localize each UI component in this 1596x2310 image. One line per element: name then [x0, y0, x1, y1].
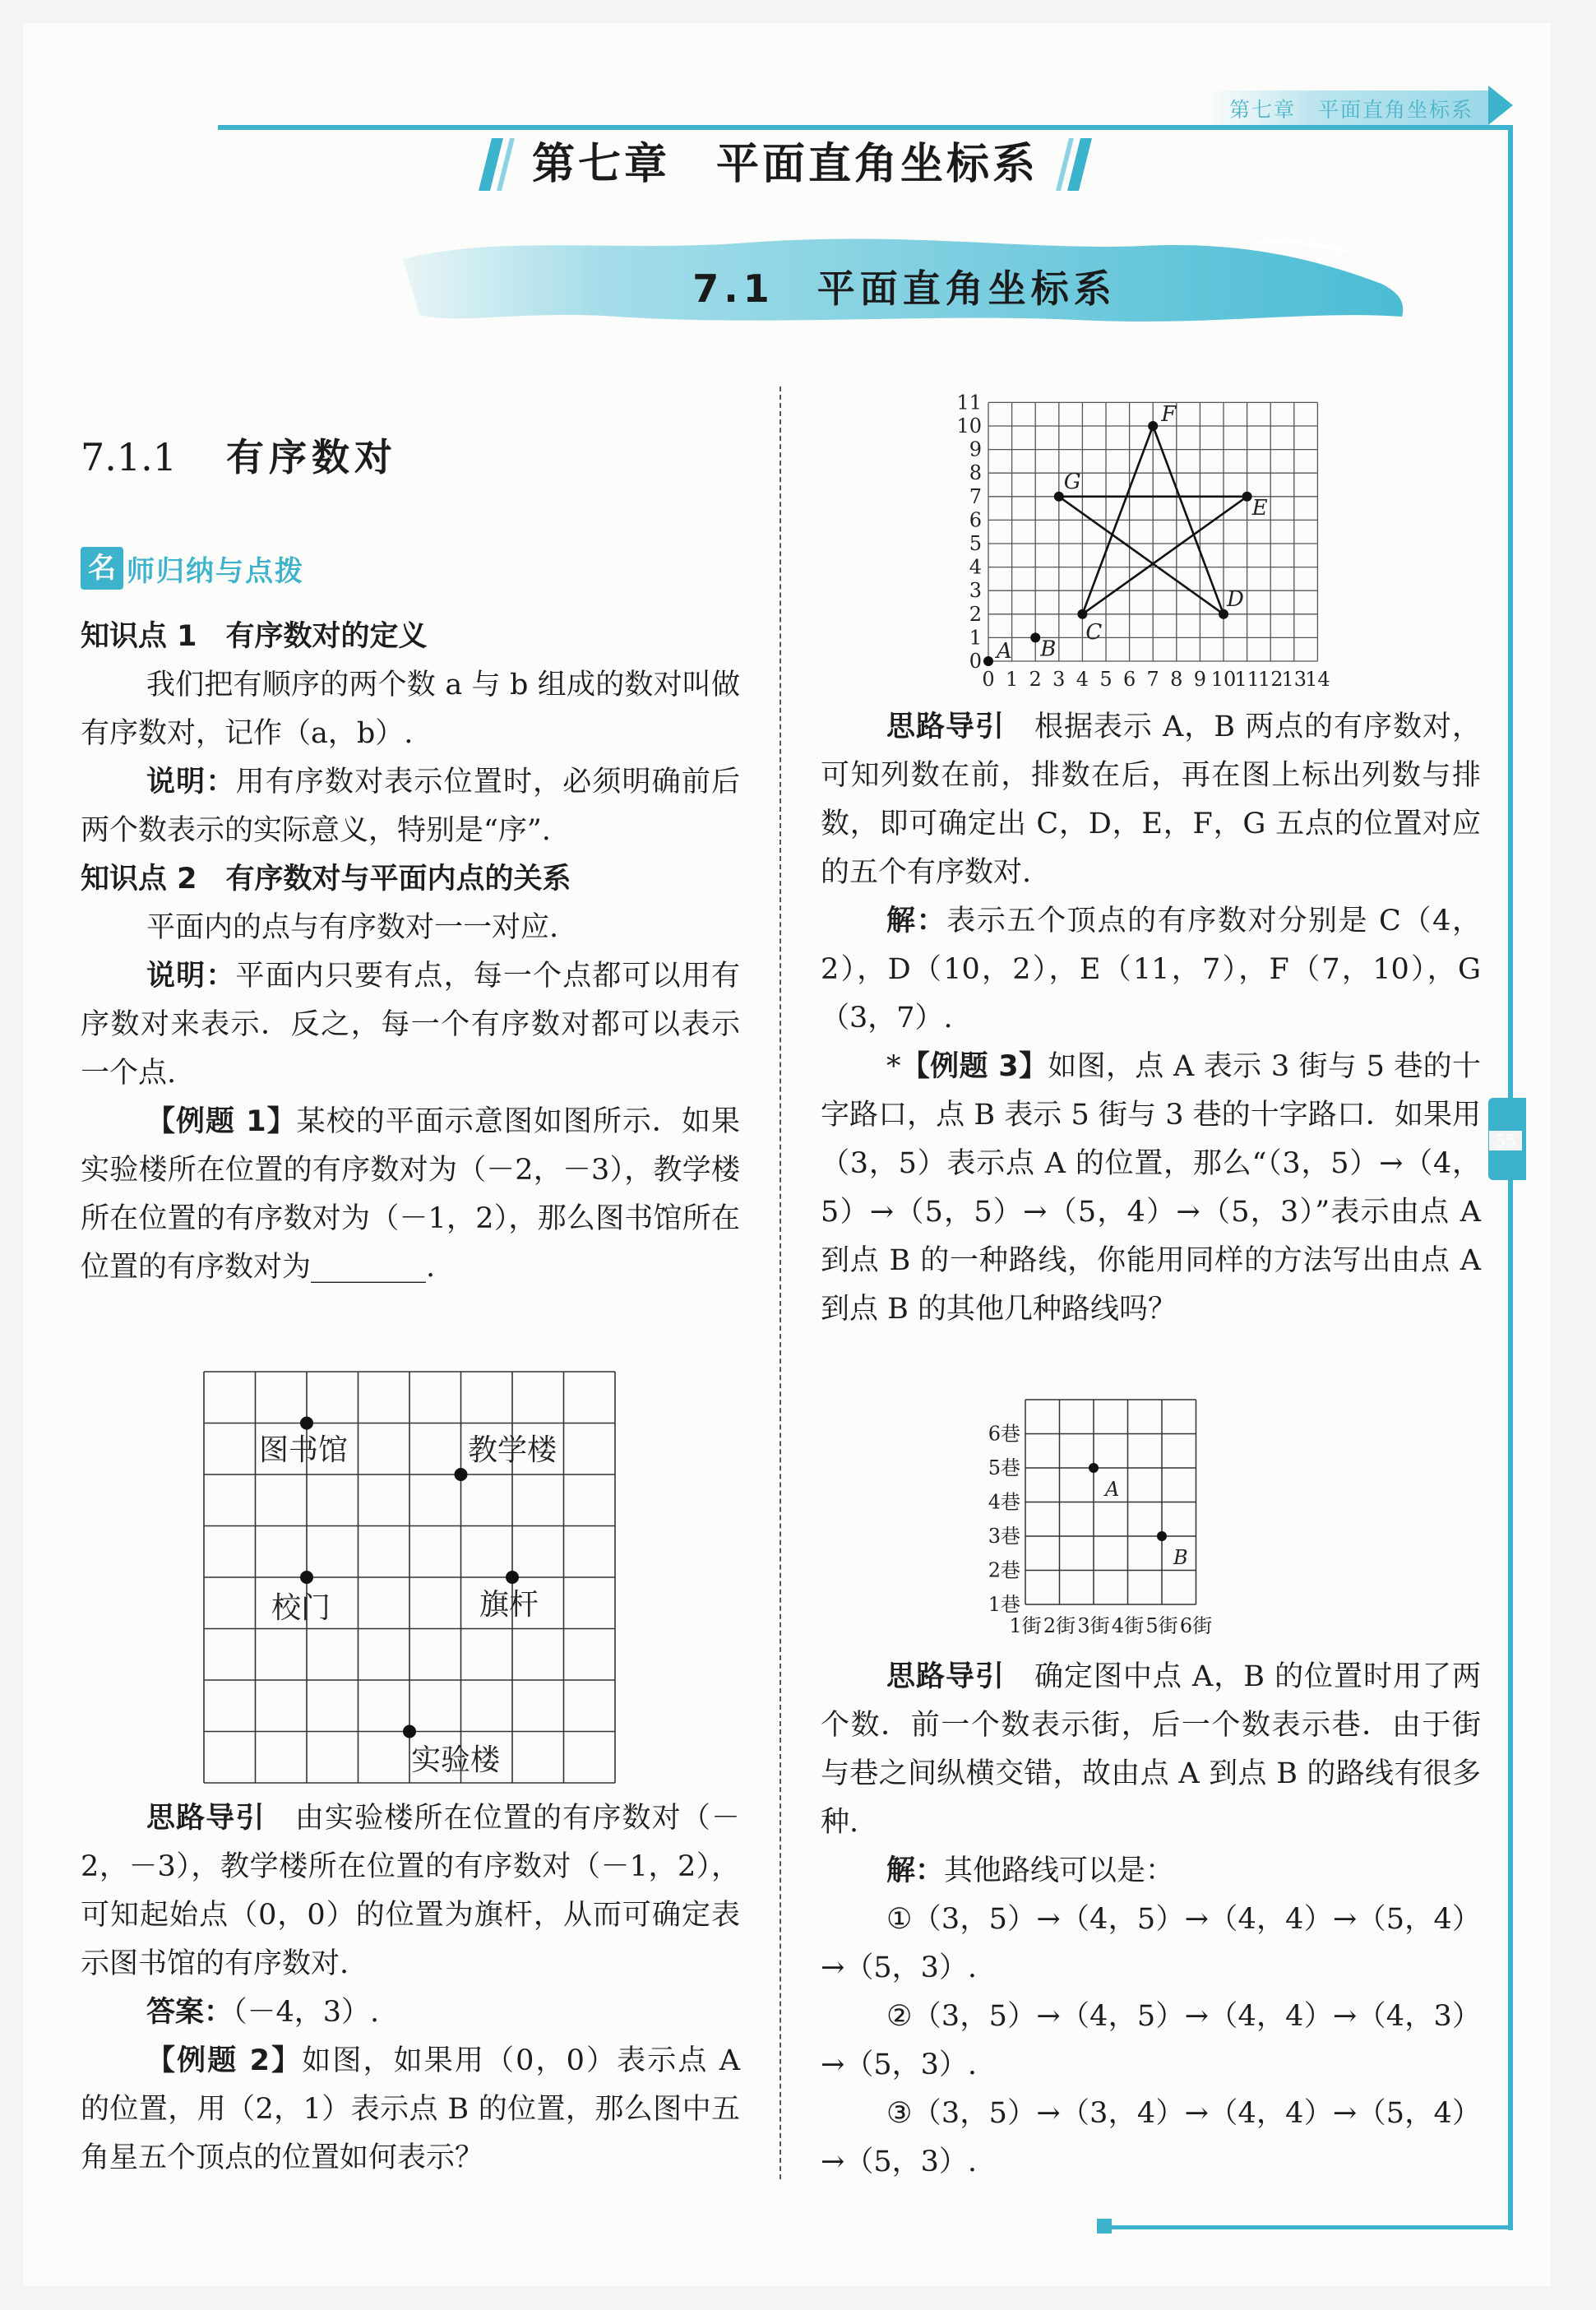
- page-number: 55: [1489, 1131, 1522, 1150]
- star-y-tick-label: 1: [969, 626, 982, 650]
- ex2-solution-text: 表示五个顶点的有序数对分别是 C（4，2），D（10，2），E（11，7），F（7，10），G（3，7）.: [821, 905, 1481, 1035]
- teaching-building-dot: [455, 1468, 468, 1481]
- library-dot: [300, 1417, 313, 1430]
- ex2-hint-text: 根据表示 A，B 两点的有序数对，可知列数在前，排数在后，再在图上标出列数与排数，即可确定出 C，D，E，F，G 五点的位置对应的五个有序数对.: [821, 711, 1481, 889]
- left-column-top: [81, 613, 740, 1292]
- star-y-tick-label: 8: [969, 461, 982, 485]
- star-y-tick-label: 10: [956, 414, 982, 437]
- subsection-heading: [81, 428, 397, 482]
- street-label: 6街: [1179, 1614, 1213, 1637]
- ex1-answer-text: （－4，3）.: [233, 1996, 380, 2029]
- ex1-hint-label: 思路导引: [146, 1802, 266, 1835]
- frame-corner-square: [1097, 2219, 1112, 2234]
- star-point-F: [1148, 421, 1158, 431]
- flagpole-dot: [506, 1571, 519, 1584]
- star-point-B: [1030, 632, 1040, 642]
- star-y-tick-label: 4: [969, 555, 982, 579]
- star-x-tick-label: 4: [1076, 668, 1089, 691]
- star-x-tick-label: 7: [1146, 668, 1159, 691]
- ex2-text: 如图，如果用（0，0）表示点 A 的位置，用（2，1）表示点 B 的位置，那么图中五角星五个顶点的位置如何表示？: [81, 2044, 740, 2174]
- kp1-note-label: 说明：: [146, 766, 236, 799]
- star-y-tick-label: 7: [969, 484, 982, 508]
- section-banner: [403, 234, 1406, 329]
- star-y-tick-label: 2: [969, 602, 982, 626]
- star-point-label-C: C: [1085, 619, 1103, 645]
- star-point-label-A: A: [997, 639, 1012, 664]
- teacher-tips-heading: [81, 547, 304, 591]
- lane-label: 1巷: [988, 1593, 1020, 1616]
- ex1-hint: [81, 1794, 740, 1988]
- route-1: ①（3，5）→（4，5）→（4，4）→（5，4）→（5，3）.: [821, 1903, 1481, 1984]
- star-x-tick-label: 13: [1281, 668, 1307, 691]
- street-label: 5街: [1145, 1614, 1178, 1637]
- street-point-A: [1089, 1463, 1099, 1473]
- kp2-note: [81, 952, 740, 1098]
- star-x-tick-label: 0: [982, 668, 995, 691]
- ex3-hint: [821, 1653, 1481, 1847]
- ex3-hint-text: 确定图中点 A，B 的位置时用了两个数．前一个数表示街，后一个数表示巷．由于街与巷之间纵横交错，故由点 A 到点 B 的路线有很多种.: [821, 1660, 1481, 1839]
- street-point-B: [1157, 1531, 1167, 1541]
- gate-dot: [300, 1571, 313, 1584]
- star-x-tick-label: 1: [1005, 668, 1019, 691]
- section-title: 7.1 平面直角坐标系: [692, 266, 1117, 311]
- lane-label: 6巷: [988, 1422, 1020, 1446]
- campus-map-figure: [201, 1369, 621, 1789]
- star-x-tick-label: 6: [1122, 668, 1136, 691]
- star-y-tick-label: 11: [956, 391, 982, 414]
- ex3-label: 【例题 3】: [900, 1050, 1048, 1083]
- ex1-answer: [81, 1988, 740, 2037]
- ex1-question: [81, 1098, 740, 1292]
- right-column-bottom: [821, 1653, 1481, 2187]
- star-point-C: [1077, 609, 1087, 619]
- route-2: ②（3，5）→（4，5）→（4，4）→（4，3）→（5，3）.: [821, 2000, 1481, 2081]
- kp1-title: 知识点 1 有序数对的定义: [81, 620, 428, 653]
- teacher-tips-label: 师归纳与点拨: [127, 554, 304, 588]
- frame-bottom-line: [1102, 2225, 1513, 2229]
- star-x-tick-label: 12: [1257, 668, 1284, 691]
- lane-label: 4巷: [988, 1490, 1020, 1514]
- teacher-badge-icon: 名: [81, 547, 123, 590]
- ex2-solution-label: 解：: [886, 905, 947, 937]
- ex1-answer-label: 答案：: [146, 1996, 234, 2029]
- star-x-tick-label: 8: [1170, 668, 1183, 691]
- frame-top-line: [218, 125, 1513, 130]
- star-x-tick-label: 2: [1029, 668, 1042, 691]
- running-head-arrow-icon: [1488, 86, 1513, 125]
- star-point-A: [983, 656, 993, 666]
- ex3-solution-text: 其他路线可以是：: [944, 1854, 1175, 1887]
- route-3: ③（3，5）→（3，4）→（4，4）→（5，4）→（5，3）.: [821, 2097, 1481, 2178]
- star-y-tick-label: 3: [969, 579, 982, 603]
- star-chart-figure: [946, 387, 1340, 695]
- star-edge: [1059, 497, 1224, 614]
- ex1-hint-text: 由实验楼所在位置的有序数对（－2，－3），教学楼所在位置的有序数对（－1，2），可知起始点（0，0）的位置为旗杆，从而可确定表示图书馆的有序数对.: [81, 1802, 740, 1980]
- star-point-label-B: B: [1040, 637, 1057, 662]
- lane-label: 2巷: [988, 1558, 1020, 1582]
- subsection-title: 有序数对: [226, 435, 398, 479]
- ex3-text: 如图，点 A 表示 3 街与 5 巷的十字路口，点 B 表示 5 街与 3 巷的十字路口．如果用（3，5）表示点 A 的位置，那么“（3，5）→（4，5）→（5，5）→（5，4）→（5，3）”表示由点 A 到点 B 的一种路线，你能用同样的方法写出由点 A 到点 B 的其他几种路线吗？: [821, 1050, 1481, 1326]
- star-x-tick-label: 5: [1099, 668, 1113, 691]
- star-chart: [946, 387, 1340, 695]
- lab-dot: [403, 1725, 416, 1738]
- lane-label: 3巷: [988, 1525, 1020, 1548]
- ex2-hint: [821, 703, 1481, 897]
- column-divider: [779, 387, 781, 2179]
- star-x-tick-label: 11: [1234, 668, 1260, 691]
- star-y-tick-label: 6: [969, 508, 982, 532]
- star-y-tick-label: 0: [969, 650, 982, 673]
- running-head-text: 第七章 平面直角坐标系: [1228, 98, 1473, 122]
- campus-label-library: 图书馆: [259, 1433, 349, 1467]
- running-head: [1209, 90, 1488, 125]
- ex1-text: 某校的平面示意图如图所示．如果实验楼所在位置的有序数对为（－2，－3），教学楼所在位置的有序数对为（－1，2），那么图书馆所在位置的有序数对为________.: [81, 1105, 740, 1284]
- lane-label: 5巷: [988, 1456, 1020, 1479]
- star-x-tick-label: 10: [1210, 668, 1237, 691]
- street-chart: [974, 1390, 1320, 1645]
- campus-map: [201, 1369, 621, 1789]
- kp2-text: 平面内的点与有序数对一一对应.: [146, 911, 559, 944]
- street-chart-figure: [974, 1390, 1320, 1645]
- kp2-note-label: 说明：: [146, 960, 236, 993]
- subsection-number: 7.1.1: [81, 435, 178, 479]
- ex2-solution: [821, 897, 1481, 1043]
- star-point-label-E: E: [1251, 495, 1268, 521]
- kp1-note: [81, 758, 740, 855]
- street-label: 3街: [1077, 1614, 1110, 1637]
- street-point-label-A: A: [1105, 1478, 1120, 1501]
- campus-label-flagpole: 旗杆: [479, 1588, 539, 1622]
- star-point-G: [1054, 492, 1064, 502]
- kp1-text: 我们把有顺序的两个数 a 与 b 组成的数对叫做有序数对，记作（a，b）.: [81, 669, 740, 750]
- ex2-label: 【例题 2】: [146, 2044, 303, 2077]
- ex2-hint-label: 思路导引: [886, 711, 1005, 743]
- right-column-top: [821, 703, 1481, 1334]
- ex3-question: [821, 1043, 1481, 1334]
- ex3-star: *: [886, 1050, 901, 1083]
- ex3-solution-label: 解：: [886, 1854, 945, 1887]
- street-label: 2街: [1043, 1614, 1076, 1637]
- campus-label-lab: 实验楼: [411, 1743, 501, 1777]
- star-x-tick-label: 3: [1052, 668, 1066, 691]
- ex3-hint-label: 思路导引: [886, 1660, 1005, 1693]
- star-y-tick-label: 9: [969, 437, 982, 461]
- ex1-label: 【例题 1】: [146, 1105, 297, 1138]
- star-point-label-G: G: [1063, 469, 1081, 494]
- ex2-question: [81, 2037, 740, 2183]
- star-x-tick-label: 9: [1193, 668, 1207, 691]
- kp2-note-text: 平面内只要有点，每一个点都可以用有序数对来表示．反之，每一个有序数对都可以表示一个点.: [81, 960, 740, 1090]
- star-x-tick-label: 14: [1305, 668, 1330, 691]
- star-y-tick-label: 5: [969, 532, 982, 555]
- street-label: 4街: [1111, 1614, 1145, 1637]
- kp2-title: 知识点 2 有序数对与平面内点的关系: [81, 863, 571, 896]
- ex3-solution: [821, 1847, 1481, 1896]
- street-label: 1街: [1009, 1614, 1042, 1637]
- star-edge: [1082, 497, 1247, 614]
- chapter-title: [485, 132, 1085, 197]
- chapter-title-text: 第七章 平面直角坐标系: [531, 140, 1039, 189]
- campus-label-gate: 校门: [271, 1591, 331, 1625]
- star-point-label-F: F: [1161, 402, 1177, 427]
- left-column-bottom: [81, 1794, 740, 2183]
- kp1-note-text: 用有序数对表示位置时，必须明确前后两个数表示的实际意义，特别是“序”.: [81, 766, 740, 847]
- star-point-E: [1242, 492, 1252, 502]
- star-point-label-D: D: [1227, 586, 1244, 612]
- street-point-label-B: B: [1173, 1546, 1188, 1569]
- campus-label-teaching: 教学楼: [468, 1433, 557, 1467]
